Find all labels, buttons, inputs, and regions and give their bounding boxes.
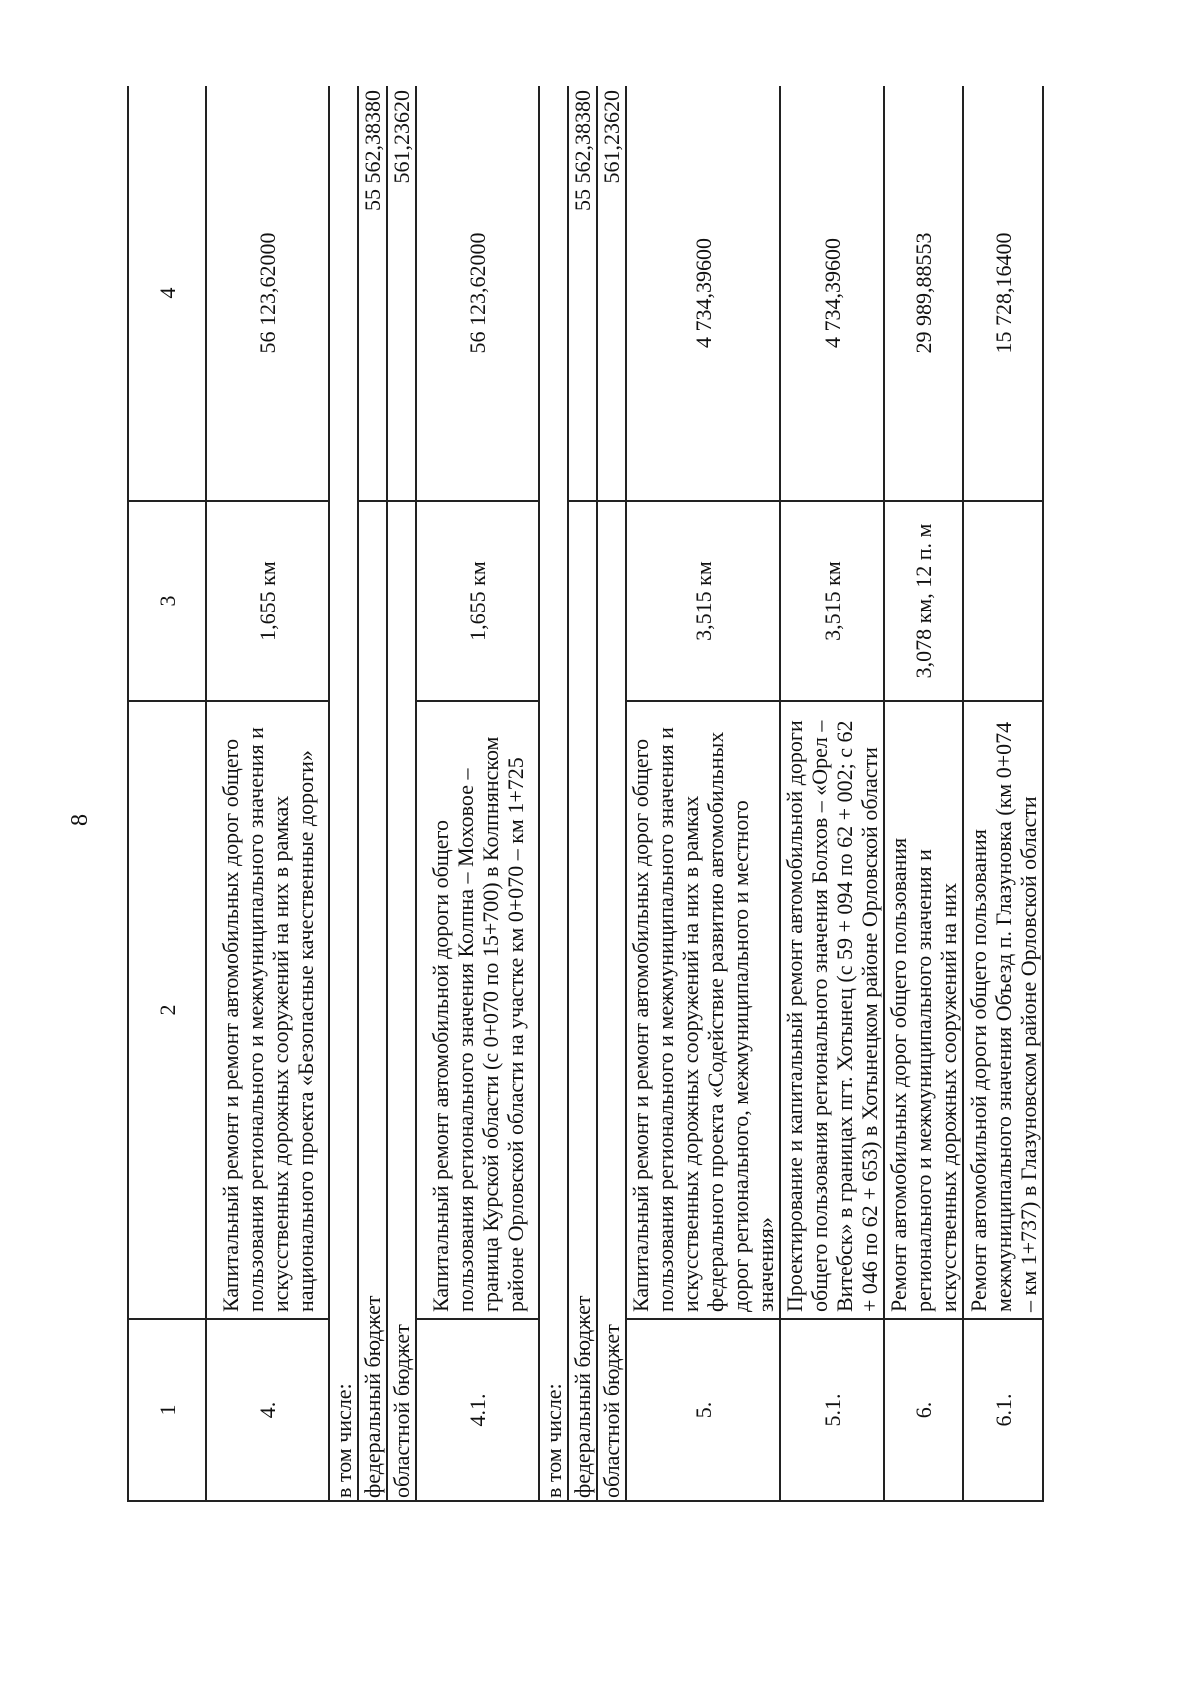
row-unit: 3,515 км — [626, 501, 780, 701]
subrow-label: федеральный бюджет — [568, 501, 597, 1501]
subrow-label: в том числе: — [539, 86, 568, 1501]
table-subrow — [358, 86, 387, 1501]
row-unit — [963, 501, 1043, 701]
row-unit: 3,515 км — [780, 501, 884, 701]
row-amount: 4 734,39600 — [626, 86, 780, 501]
table-row — [780, 86, 884, 1501]
row-amount: 56 123,62000 — [206, 86, 329, 501]
row-number: 4.1. — [416, 1319, 539, 1501]
row-description: Ремонт автомобильной дороги общего пользования межмуниципального значения Объезд п. Глазуновка (км 0+074 – км 1+737) в Глазуновском районе Орловской области — [963, 701, 1043, 1319]
row-unit: 3,078 км, 12 п. м — [884, 501, 963, 701]
table-subrow — [387, 86, 416, 1501]
row-unit: 1,655 км — [206, 501, 329, 701]
table-row — [884, 86, 963, 1501]
row-description: Капитальный ремонт автомобильной дороги общего пользования регионального значения Колпна – Моховое – граница Курской области (с 0+070 по 15+700) в Колпнянском районе Орловской области на участке км 0+070 – км 1+725 — [416, 701, 539, 1319]
budget-table-container — [127, 86, 1074, 1502]
table-row — [416, 86, 539, 1501]
row-number: 5.1. — [780, 1319, 884, 1501]
rotated-table-frame — [127, 86, 1074, 1502]
table-row — [206, 86, 329, 1501]
header-col-2: 2 — [128, 701, 206, 1319]
row-description: Проектирование и капитальный ремонт автомобильной дороги общего пользования регионального значения Болхов – «Орел – Витебск» в границах пгт. Хотынец (с 59 + 094 по 62 + 002; с 62 + 046 по 62 + 653) в Хотынецком районе Орловской области — [780, 701, 884, 1319]
table-subrow — [539, 86, 568, 1501]
table-row — [963, 86, 1043, 1501]
row-number: 6. — [884, 1319, 963, 1501]
subrow-amount: 561,23620 — [597, 86, 626, 501]
row-description: Капитальный ремонт и ремонт автомобильных дорог общего пользования регионального и межмуниципального значения и искусственных дорожных сооружений на них в рамках национального проекта «Безопасные качественные дороги» — [206, 701, 329, 1319]
row-description: Ремонт автомобильных дорог общего пользования регионального и межмуниципального значения и искусственных дорожных сооружений на них — [884, 701, 963, 1319]
subrow-label: в том числе: — [329, 86, 358, 1501]
table-subrow — [329, 86, 358, 1501]
subrow-amount: 55 562,38380 — [568, 86, 597, 501]
table-row — [626, 86, 780, 1501]
row-description: Капитальный ремонт и ремонт автомобильных дорог общего пользования регионального и межмуниципального значения и искусственных дорожных сооружений на них в рамках федерального проекта «Содействие развитию автомобильных дорог регионального, межмуниципального и местного значения» — [626, 701, 780, 1319]
row-number: 5. — [626, 1319, 780, 1501]
subrow-label: областной бюджет — [387, 501, 416, 1501]
row-amount: 15 728,16400 — [963, 86, 1043, 501]
row-amount: 56 123,62000 — [416, 86, 539, 501]
header-col-3: 3 — [128, 501, 206, 701]
table-header-row — [128, 86, 206, 1501]
subrow-label: областной бюджет — [597, 501, 626, 1501]
page-number: 8 — [67, 814, 93, 826]
row-amount: 4 734,39600 — [780, 86, 884, 501]
subrow-amount: 55 562,38380 — [358, 86, 387, 501]
header-col-4: 4 — [128, 86, 206, 501]
table-subrow — [568, 86, 597, 1501]
budget-table — [127, 86, 1044, 1502]
row-number: 4. — [206, 1319, 329, 1501]
header-col-1: 1 — [128, 1319, 206, 1501]
table-subrow — [597, 86, 626, 1501]
row-unit: 1,655 км — [416, 501, 539, 701]
subrow-amount: 561,23620 — [387, 86, 416, 501]
subrow-label: федеральный бюджет — [358, 501, 387, 1501]
row-number: 6.1. — [963, 1319, 1043, 1501]
row-amount: 29 989,88553 — [884, 86, 963, 501]
